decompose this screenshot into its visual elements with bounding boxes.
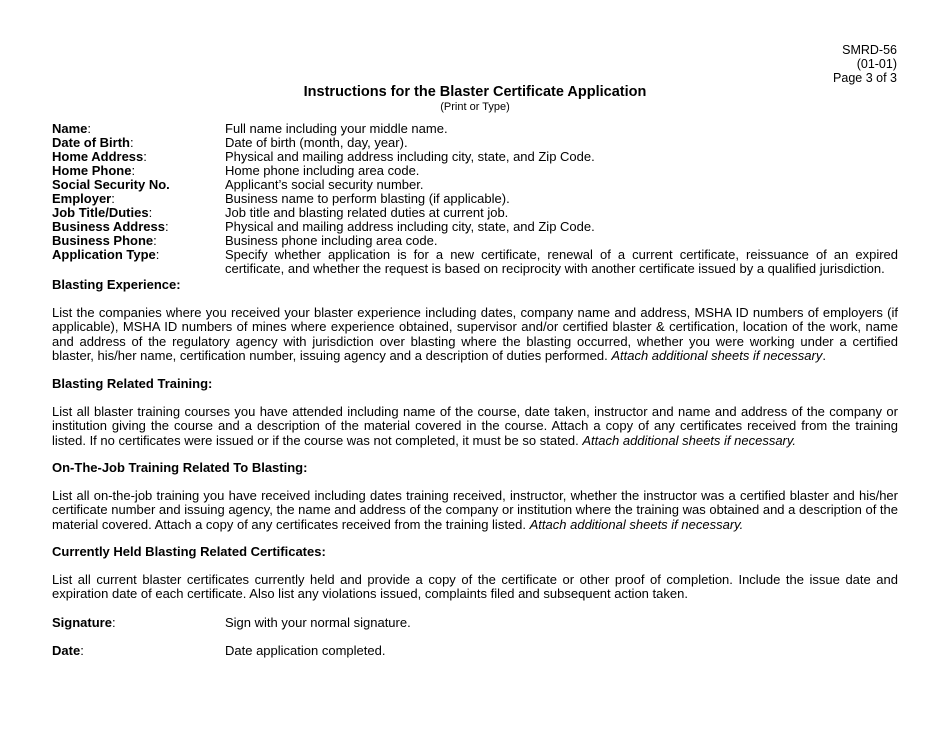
- field-description: Applicant’s social security number.: [225, 177, 424, 192]
- field-label: Signature: [52, 615, 112, 630]
- field-label-suffix: :: [155, 247, 160, 262]
- section-body: List all blaster training courses you have attended including name of the course, date taken, instructor and name and address of the company or institution giving the course and a description of the material covered in the course. Attach a copy of any certificates received from the training listed. If no certificates were issued or if the course was not completed, it must be so stated. Attach additional sheets if necessary.: [52, 404, 898, 448]
- field-label-suffix: :: [111, 615, 116, 630]
- title-block: [0, 84, 950, 114]
- field-row-business-phone: [52, 234, 898, 248]
- field-row-application-type: [52, 248, 898, 276]
- field-description: Date application completed.: [225, 643, 386, 658]
- field-row-social-security: [52, 178, 898, 192]
- field-description: Business name to perform blasting (if applicable).: [225, 191, 510, 206]
- section-blasting-training: [52, 377, 898, 448]
- field-description: Physical and mailing address including city, state, and Zip Code.: [225, 149, 595, 164]
- field-label-suffix: :: [148, 205, 153, 220]
- field-label-suffix: :: [111, 191, 115, 206]
- attach-note: Attach additional sheets if necessary: [611, 347, 823, 363]
- section-heading: Blasting Experience:: [52, 277, 181, 292]
- section-heading: On-The-Job Training Related To Blasting:: [52, 460, 308, 475]
- field-row-name: [52, 122, 898, 136]
- field-description: Physical and mailing address including city, state, and Zip Code.: [225, 219, 595, 234]
- form-number: SMRD-56: [842, 43, 897, 57]
- section-heading: Currently Held Blasting Related Certificates:: [52, 544, 326, 559]
- field-row-business-address: [52, 220, 898, 234]
- field-row-employer: [52, 192, 898, 206]
- section-body: List all current blaster certificates currently held and provide a copy of the certificate or other proof of completion. Include the issue date and expiration date of each certificate. Also list any violations issued, complaints filed and subsequent action taken.: [52, 572, 898, 602]
- field-label: Date: [52, 643, 81, 658]
- field-label: Job Title/Duties: [52, 205, 149, 220]
- field-label: Home Address: [52, 149, 144, 164]
- form-code-block: [833, 43, 897, 85]
- field-label-suffix: :: [87, 121, 92, 136]
- section-blasting-experience: [52, 278, 898, 363]
- field-label-suffix: :: [131, 163, 136, 178]
- page-title: Instructions for the Blaster Certificate Application: [303, 84, 647, 100]
- page-subtitle: (Print or Type): [440, 101, 510, 113]
- field-label: Social Security No.: [52, 177, 170, 192]
- field-description: Date of birth (month, day, year).: [225, 135, 408, 150]
- field-description: Job title and blasting related duties at current job.: [225, 205, 509, 220]
- field-description: Sign with your normal signature.: [225, 615, 411, 630]
- field-description: Business phone including area code.: [225, 233, 438, 248]
- field-description: Home phone including area code.: [225, 163, 420, 178]
- field-row-job-title: [52, 206, 898, 220]
- field-row-date-of-birth: [52, 136, 898, 150]
- field-label: Home Phone: [52, 163, 132, 178]
- attach-note: Attach additional sheets if necessary.: [582, 432, 797, 448]
- field-definitions: [52, 122, 898, 276]
- field-label-suffix: :: [153, 233, 157, 248]
- field-label: Name: [52, 121, 88, 136]
- section-body: List the companies where you received your blaster experience including dates, company name and address, MSHA ID numbers of employers (if applicable), MSHA ID numbers of mines where experience obtained, supervisor and/or certified blaster & certification, location of the work, name and address of the regulatory agency with jurisdiction over blasting where the blasting occurred, whether you were working under a certified blaster, his/her name, certification number, issuing agency and a description of duties performed. Attach additional sheets if necessary.: [52, 305, 898, 363]
- field-label-suffix: :: [80, 643, 84, 658]
- field-label: Employer: [52, 191, 112, 206]
- field-row-home-phone: [52, 164, 898, 178]
- signature-row: [52, 616, 898, 630]
- form-revision: (01-01): [856, 57, 897, 71]
- attach-note: Attach additional sheets if necessary.: [529, 516, 744, 532]
- section-body: List all on-the-job training you have received including dates training received, instructor, whether the instructor was a certified blaster and his/her certificate number and issuing agency, the name and address of the company or institution where the training was obtained and a description of the material covered. Attach a copy of any certificates received from the training listed. Attach additional sheets if necessary.: [52, 488, 898, 532]
- field-label-suffix: :: [130, 135, 134, 150]
- field-label-suffix: :: [164, 219, 169, 234]
- field-label: Application Type: [52, 247, 156, 262]
- page-number: Page 3 of 3: [833, 71, 897, 85]
- section-on-the-job-training: [52, 461, 898, 532]
- section-heading: Blasting Related Training:: [52, 376, 213, 391]
- date-row: [52, 644, 898, 658]
- field-label: Date of Birth: [52, 135, 130, 150]
- field-label: Business Phone: [52, 233, 154, 248]
- field-row-home-address: [52, 150, 898, 164]
- field-label: Business Address: [52, 219, 165, 234]
- section-current-certificates: [52, 545, 898, 602]
- field-description: Full name including your middle name.: [225, 121, 448, 136]
- field-label-suffix: :: [143, 149, 147, 164]
- field-description: Specify whether application is for a new certificate, renewal of a current certificate, reissuance of an expired certificate, and whether the request is based on reciprocity with another certificate issued by a qualified jurisdiction.: [225, 247, 898, 276]
